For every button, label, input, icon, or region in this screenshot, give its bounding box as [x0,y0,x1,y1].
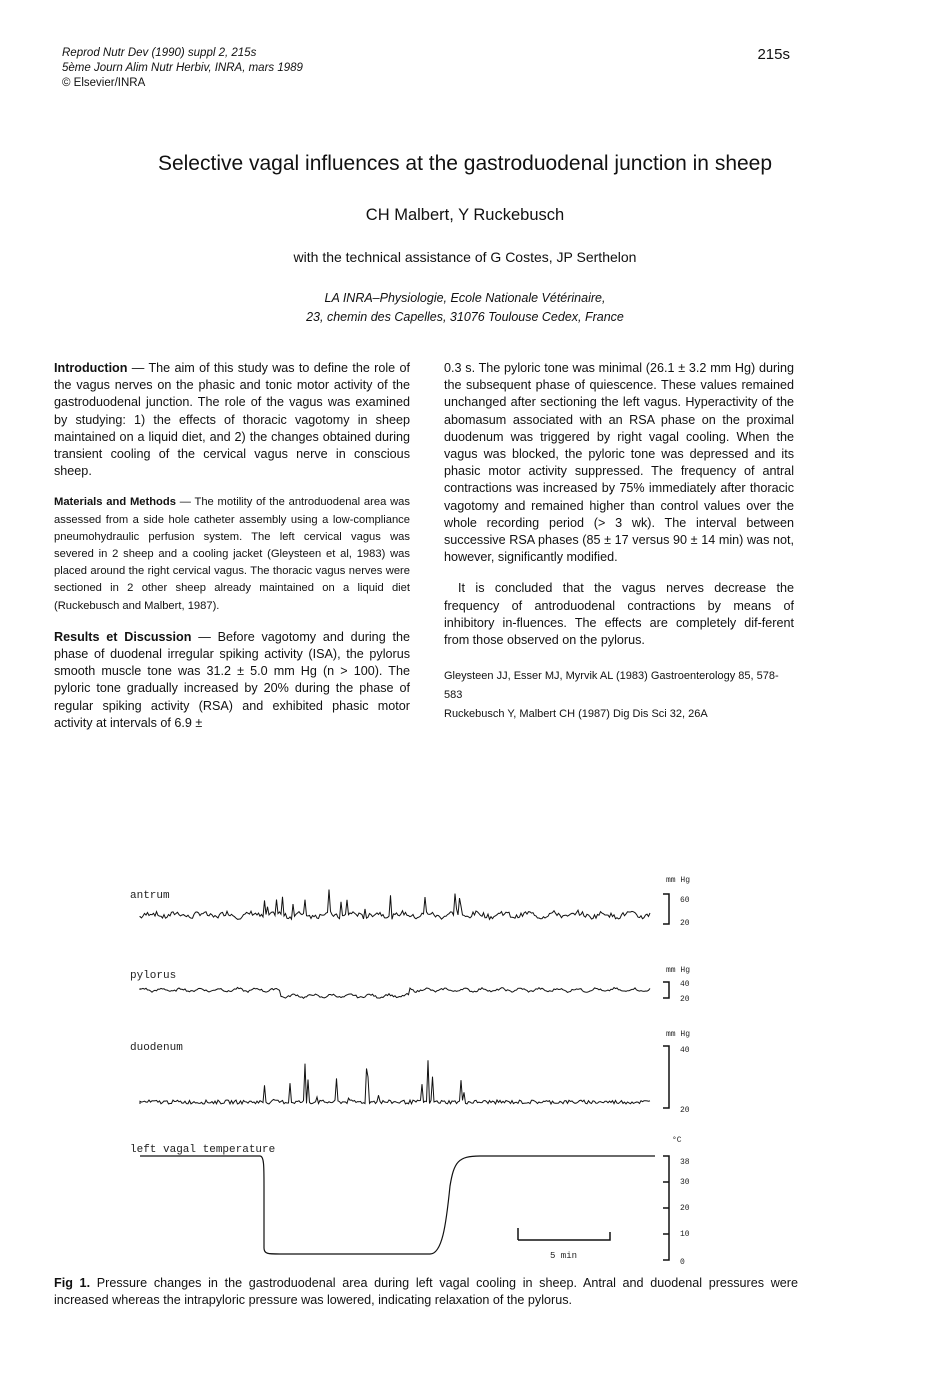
antrum-trace [140,890,650,920]
paper-title: Selective vagal influences at the gastroduodenal junction in sheep [157,152,773,175]
scale-bracket-pylorus [663,982,669,998]
time-scale-label: 5 min [550,1251,578,1261]
scale-label-pylorus-high: 40 [680,980,690,989]
scale-label-antrum-low: 20 [680,919,690,928]
running-header [62,46,303,91]
scale-label-temp-10: 10 [680,1230,690,1239]
scale-label-pylorus-low: 20 [680,995,690,1004]
affiliation-line-2: 23, chemin des Capelles, 31076 Toulouse Cedex, France [306,310,624,324]
figure-caption [54,1275,798,1309]
page-number: 215s [757,46,790,63]
author-list: CH Malbert, Y Ruckebusch [365,206,565,224]
time-scale-bar [518,1228,610,1240]
unit-label-pylorus: mm Hg [666,966,691,975]
scale-label-temp-0: 0 [680,1258,685,1267]
introduction-paragraph [54,360,410,480]
methods-heading: Materials and Methods [54,496,176,509]
technical-assistance: with the technical assistance of G Costes, JP Serthelon [293,249,637,265]
trace-label-pylorus: pylorus [130,970,177,982]
conference-line: 5ème Journ Alim Nutr Herbiv, INRA, mars 1989 [62,62,303,74]
unit-label-antrum: mm Hg [666,876,691,885]
scale-label-duodenum-low: 20 [680,1106,690,1115]
figure-1 [120,866,720,1274]
scale-label-temp-30: 30 [680,1178,690,1187]
caption-text: Pressure changes in the gastroduodenal area during left vagal cooling in sheep. Antral and duodenal pressures were increased whereas the intrapyloric pressure was lowered, indicating relaxation of the pylorus. [54,1276,799,1307]
duodenum-trace [140,1060,650,1104]
results-text: — Before vagotomy and during the phase of duodenal irregular spiking activity (ISA), the pylorus smooth muscle tone was 31.2 ± 5.0 mm Hg (n > 100). The pyloric tone gradually increased by 20% during the phase of regular spiking activity (RSA) and exhibited phasic motor activity at intervals of 6.9 ± [54,629,410,730]
methods-text: — The motility of the antroduodenal area was assessed from a side hole catheter assembly using a low-compliance pneumohydraulic perfusion system. The left cervical vagus was severed in 2 sheep and a cooling jacket (Gleysteen et al, 1983) was placed around the right cervical vagus. The thoracic vagus nerves were sectioned in 2 other sheep already maintained on a liquid diet (Ruckebusch and Malbert, 1987). [54,496,410,612]
scale-label-temp-20: 20 [680,1204,690,1213]
scale-bracket-antrum [663,894,669,924]
methods-paragraph [54,494,410,614]
results-paragraph [54,629,410,732]
trace-label-temperature: left vagal temperature [130,1144,276,1156]
right-column [444,360,794,724]
reference-item: Ruckebusch Y, Malbert CH (1987) Dig Dis Sci 32, 26A [444,708,708,721]
unit-label-duodenum: mm Hg [666,1030,691,1039]
affiliation [0,289,930,327]
caption-label: Fig 1. [54,1276,91,1290]
trace-label-duodenum: duodenum [130,1042,183,1054]
scale-label-temp-38: 38 [680,1158,690,1167]
unit-label-temperature: °C [672,1136,682,1145]
scale-bracket-duodenum [663,1046,669,1108]
affiliation-line-1: LA INRA–Physiologie, Ecole Nationale Vétérinaire, [324,291,606,305]
conclusion-paragraph: It is concluded that the vagus nerves decrease the frequency of antroduodenal contractions by means of inhibitory in-fluences. The effects are completely dif-ferent from those observed on the pylorus. [444,581,794,648]
trace-label-antrum: antrum [130,890,170,902]
results-continued: 0.3 s. The pyloric tone was minimal (26.1 ± 3.2 mm Hg) during the subsequent phase of quiescence. These values remained unchanged after sectioning the left vagus. Hyperactivity of the abomasum associated with an RSA phase on the proximal duodenum was triggered by right vagal cooling. When the vagus was blocked, the pyloric tone was depressed and its phasic motor activity suppressed. The frequency of antral contractions was increased by 75% immediately after thoracic vagotomy and remained higher than control values over the whole recording period (> 3 wk). The interval between successive RSA phases (85 ± 17 versus 90 ± 14 min) was not, however, significantly modified. [444,361,794,565]
introduction-text: — The aim of this study was to define the role of the vagus nerves on the phasic and tonic motor activity of the gastroduodenal junction. The role of the vagus was examined by studying: 1) the effects of thoracic vagotomy in sheep maintained on a liquid diet, and 2) the changes obtained during transient cooling of the cervical vagus nerve in conscious sheep. [54,361,410,479]
copyright-line: © Elsevier/INRA [62,77,146,89]
reference-list [444,667,794,724]
scale-bracket-temperature [663,1156,669,1260]
pressure-traces-figure [120,866,720,1274]
left-column [54,360,410,746]
introduction-heading: Introduction [54,361,128,375]
results-heading: Results et Discussion [54,629,192,644]
scale-label-duodenum-high: 40 [680,1046,690,1055]
journal-citation: Reprod Nutr Dev (1990) suppl 2, 215s [62,47,257,59]
pylorus-trace [140,988,650,999]
reference-item: Gleysteen JJ, Esser MJ, Myrvik AL (1983) Gastroenterology 85, 578-583 [444,670,779,702]
scale-label-antrum-high: 60 [680,896,690,905]
